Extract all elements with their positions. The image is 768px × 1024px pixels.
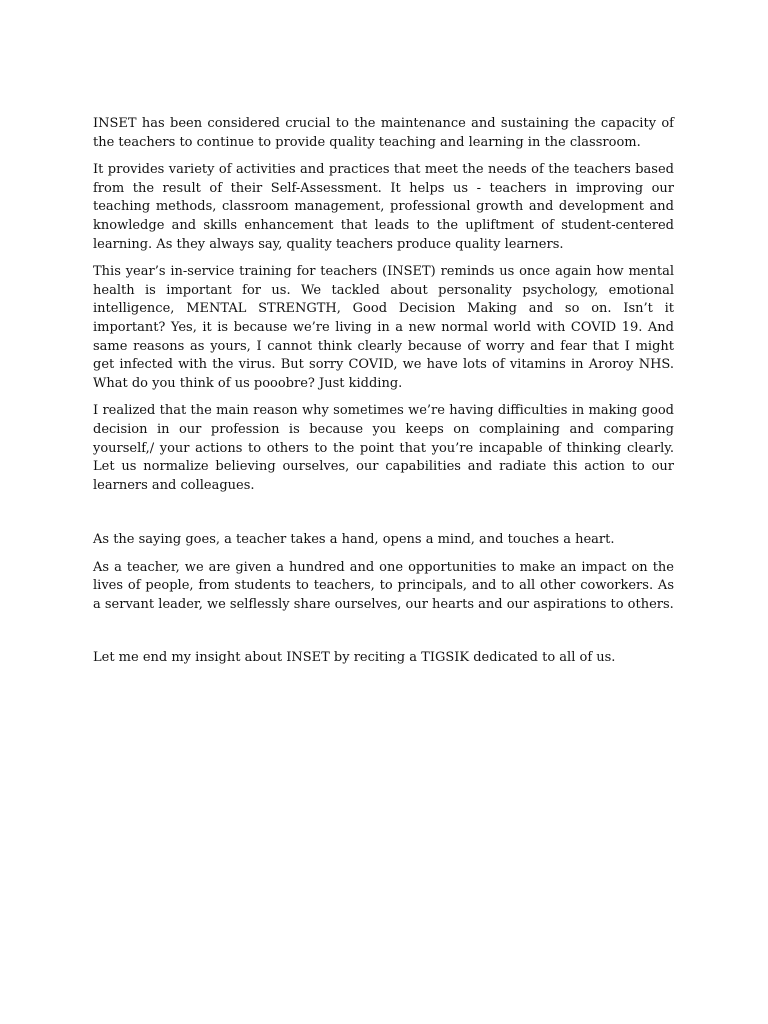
paragraph-servant-leader: As a teacher, we are given a hundred and one opportunities to make an impact on the lives of people, from students to teachers, to principals, and to all other coworkers. As a servant leader, we selflessly share ourselves, our hearts and our aspirations to others. bbox=[93, 559, 674, 613]
paragraph-activities: It provides variety of activities and practices that meet the needs of the teachers based from the result of their Self-Assessment. It helps us - teachers in improving our teaching methods, classroom management, professional growth and development and knowledge and skills enhancement that leads to the upliftment of student-centered learning. As they always say, quality teachers produce quality learners. bbox=[93, 162, 674, 252]
document-body bbox=[93, 115, 674, 676]
paragraph-realization: I realized that the main reason why sometimes we’re having difficulties in making good decision in our profession is because you keeps on complaining and comparing yourself,/ your actions to others to the point that you’re incapable of thinking clearly. Let us normalize believing ourselves, our capabilities and radiate this action to our learners and colleagues. bbox=[93, 403, 674, 493]
paragraph-mental-health: This year’s in-service training for teachers (INSET) reminds us once again how mental health is important for us. We tackled about personality psychology, emotional intelligence, MENTAL STRENGTH, Good Decision Making and so on. Isn’t it important? Yes, it is because we’re living in a new normal world with COVID 19. And same reasons as yours, I cannot think clearly because of worry and fear that I might get infected with the virus. But sorry COVID, we have lots of vitamins in Aroroy NHS. What do you think of us pooobre? Just kidding. bbox=[93, 264, 674, 391]
paragraph-inset-importance: INSET has been considered crucial to the maintenance and sustaining the capacity of the teachers to continue to provide quality teaching and learning in the classroom. bbox=[93, 116, 674, 150]
paragraph-closing: Let me end my insight about INSET by reciting a TIGSIK dedicated to all of us. bbox=[93, 649, 616, 665]
paragraph-saying: As the saying goes, a teacher takes a hand, opens a mind, and touches a heart. bbox=[93, 532, 615, 548]
